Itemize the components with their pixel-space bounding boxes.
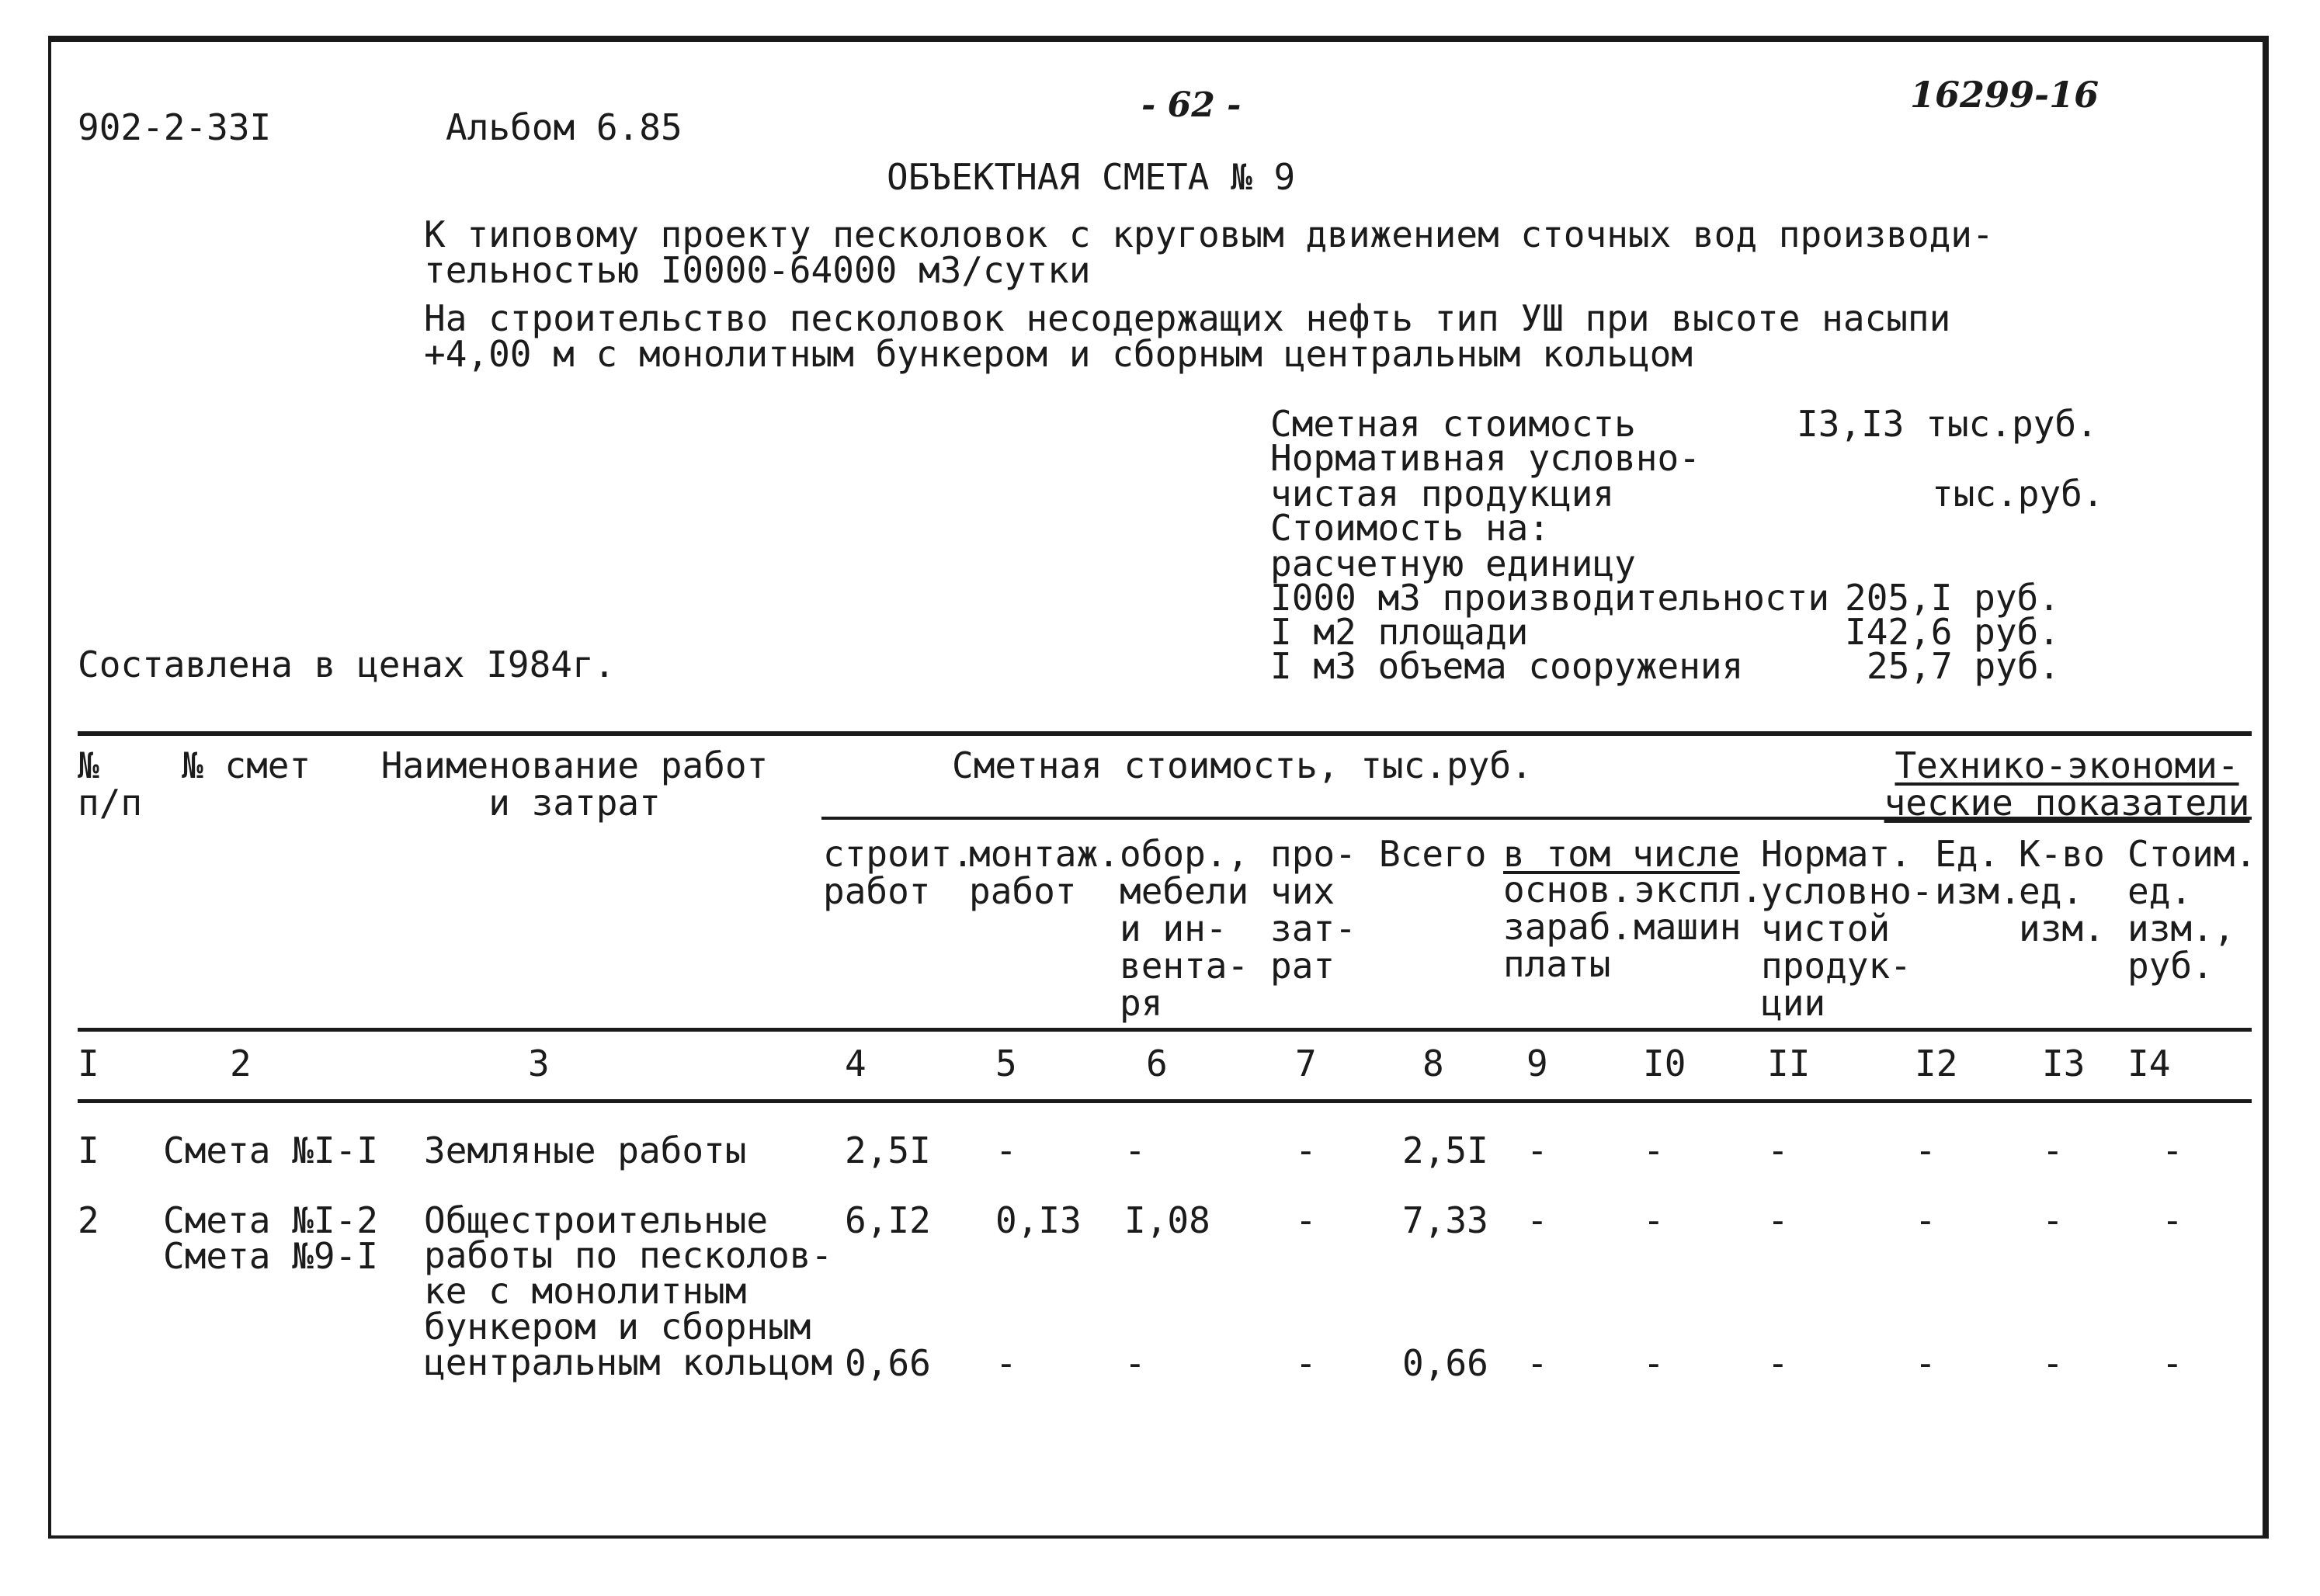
header-col14: Стоим. ед. изм., руб. <box>2127 833 2257 987</box>
row3-c10: - <box>1643 1342 1665 1384</box>
header-bottom-rule <box>78 1028 2252 1032</box>
header-name: Наименование работ и затрат <box>380 744 769 824</box>
subtitle-2-line-1: На строительство песколовок несодержащих нефть тип УШ при высоте насыпи <box>424 297 1951 339</box>
row2-num: 2 <box>78 1199 99 1241</box>
col-number-3: 3 <box>528 1043 550 1084</box>
row2-smeta: Смета №I-2 <box>163 1199 378 1241</box>
norm-unit: тыс.руб. <box>1932 473 2104 515</box>
row3-c4: 0,66 <box>845 1342 931 1384</box>
subtitle-1-line-1: К типовому проекту песколовок с круговым движением сточных вод производи- <box>424 213 1994 255</box>
col-number-14: I4 <box>2127 1043 2171 1084</box>
area-value: I42,6 руб. <box>1845 611 2060 653</box>
col-number-8: 8 <box>1422 1043 1444 1084</box>
row1-c9: - <box>1526 1129 1548 1171</box>
col-number-4: 4 <box>845 1043 867 1084</box>
header-col9: основ. зараб. платы <box>1503 869 1633 985</box>
row3-c8: 0,66 <box>1402 1342 1488 1384</box>
subtitle-2-line-2: +4,00 м с монолитным бункером и сборным центральным кольцом <box>424 333 1693 375</box>
col-number-5: 5 <box>995 1043 1017 1084</box>
row3-c9: - <box>1526 1342 1548 1384</box>
header-col4: строит. работ <box>823 833 974 912</box>
row1-num: I <box>78 1129 99 1171</box>
row1-smeta: Смета №I-I <box>163 1129 378 1171</box>
header-col12: Ед. изм. <box>1935 833 2021 912</box>
row2-c11: - <box>1767 1199 1789 1241</box>
col-number-13: I3 <box>2042 1043 2086 1084</box>
per-unit-label-1: Стоимость на: <box>1270 507 1551 549</box>
row1-c10: - <box>1643 1129 1665 1171</box>
col-number-11: II <box>1767 1043 1811 1084</box>
row2-c9: - <box>1526 1199 1548 1241</box>
cost-label: Сметная стоимость <box>1270 403 1636 445</box>
volume-value: 25,7 руб. <box>1867 645 2061 687</box>
row3-c11: - <box>1767 1342 1789 1384</box>
page-number: - 62 - <box>1141 85 1242 125</box>
row2-c4: 6,I2 <box>845 1199 931 1241</box>
header-col6: обор., мебели и ин- вента- ря <box>1120 833 1249 1024</box>
row1-c14: - <box>2162 1129 2183 1171</box>
row2-name: Общестроительные <box>424 1199 769 1241</box>
subtitle-1-line-2: тельностью I0000-64000 м3/сутки <box>424 249 1091 291</box>
row3-c14: - <box>2162 1342 2183 1384</box>
col-number-7: 7 <box>1295 1043 1317 1084</box>
document-title: ОБЪЕКТНАЯ СМЕТА № 9 <box>887 156 1296 198</box>
row3-c12: - <box>1915 1342 1936 1384</box>
row3-c5: - <box>995 1342 1017 1384</box>
col-number-1: I <box>78 1043 99 1084</box>
header-col5: монтаж. работ <box>969 833 1120 912</box>
header-col8: Всего <box>1379 833 1487 875</box>
table-top-rule <box>78 731 2252 736</box>
album-label: Альбом 6.85 <box>446 106 682 148</box>
col-number-2: 2 <box>230 1043 252 1084</box>
norm-label-2: чистая продукция <box>1270 473 1615 515</box>
row3-c7: - <box>1295 1342 1317 1384</box>
header-col13: К-во ед. изм. <box>2019 833 2105 949</box>
row2-c8: 7,33 <box>1402 1199 1488 1241</box>
row1-c6: - <box>1124 1129 1146 1171</box>
row1-c12: - <box>1915 1129 1936 1171</box>
volume-label: I м3 объема сооружения <box>1270 645 1744 687</box>
header-col7: про- чих зат- рат <box>1270 833 1356 987</box>
col-number-9: 9 <box>1526 1043 1548 1084</box>
per-unit-label-2: расчетную единицу <box>1270 543 1636 585</box>
document-number: 16299-16 <box>1910 74 2099 116</box>
capacity-label: I000 м3 производительности <box>1270 577 1830 619</box>
header-col10: экспл. машин <box>1634 869 1763 948</box>
row2-c7: - <box>1295 1199 1317 1241</box>
prices-note: Составлена в ценах I984г. <box>78 644 616 685</box>
row1-c5: - <box>995 1129 1017 1171</box>
header-col11: Нормат. условно- чистой продук- ции <box>1761 833 1933 1024</box>
capacity-value: 205,I руб. <box>1845 577 2060 619</box>
row2-c14: - <box>2162 1199 2183 1241</box>
col-number-6: 6 <box>1146 1043 1168 1084</box>
row2-c5: 0,I3 <box>995 1199 1082 1241</box>
col-number-12: I2 <box>1915 1043 1958 1084</box>
cost-value: I3,I3 тыс.руб. <box>1797 403 2098 445</box>
row1-c7: - <box>1295 1129 1317 1171</box>
row3-c6: - <box>1124 1342 1146 1384</box>
row1-c11: - <box>1767 1129 1789 1171</box>
row2-c10: - <box>1643 1199 1665 1241</box>
row1-c13: - <box>2042 1129 2064 1171</box>
header-smeta: № смет <box>182 744 311 786</box>
norm-label-1: Нормативная условно- <box>1270 437 1700 479</box>
row1-name: Земляные работы <box>424 1129 747 1171</box>
row2-c13: - <box>2042 1199 2064 1241</box>
row3-smeta: Смета №9-I <box>163 1235 378 1277</box>
row3-name: работы по песколов- ке с монолитным бункером и сборным центральным кольцом <box>424 1234 833 1383</box>
header-tech-group: Технико-экономи- ческие показатели <box>1884 744 2250 824</box>
row3-c13: - <box>2042 1342 2064 1384</box>
area-label: I м2 площади <box>1270 611 1529 653</box>
row2-c6: I,08 <box>1124 1199 1210 1241</box>
header-incl: в том числе <box>1503 833 1740 875</box>
column-numbers-rule <box>78 1099 2252 1103</box>
row2-c12: - <box>1915 1199 1936 1241</box>
header-num: № п/п <box>78 744 143 824</box>
header-cost-group: Сметная стоимость, тыс.руб. <box>952 744 1533 786</box>
row1-c8: 2,5I <box>1402 1129 1488 1171</box>
row1-c4: 2,5I <box>845 1129 931 1171</box>
col-number-10: I0 <box>1643 1043 1686 1084</box>
project-code: 902-2-33I <box>78 106 272 148</box>
